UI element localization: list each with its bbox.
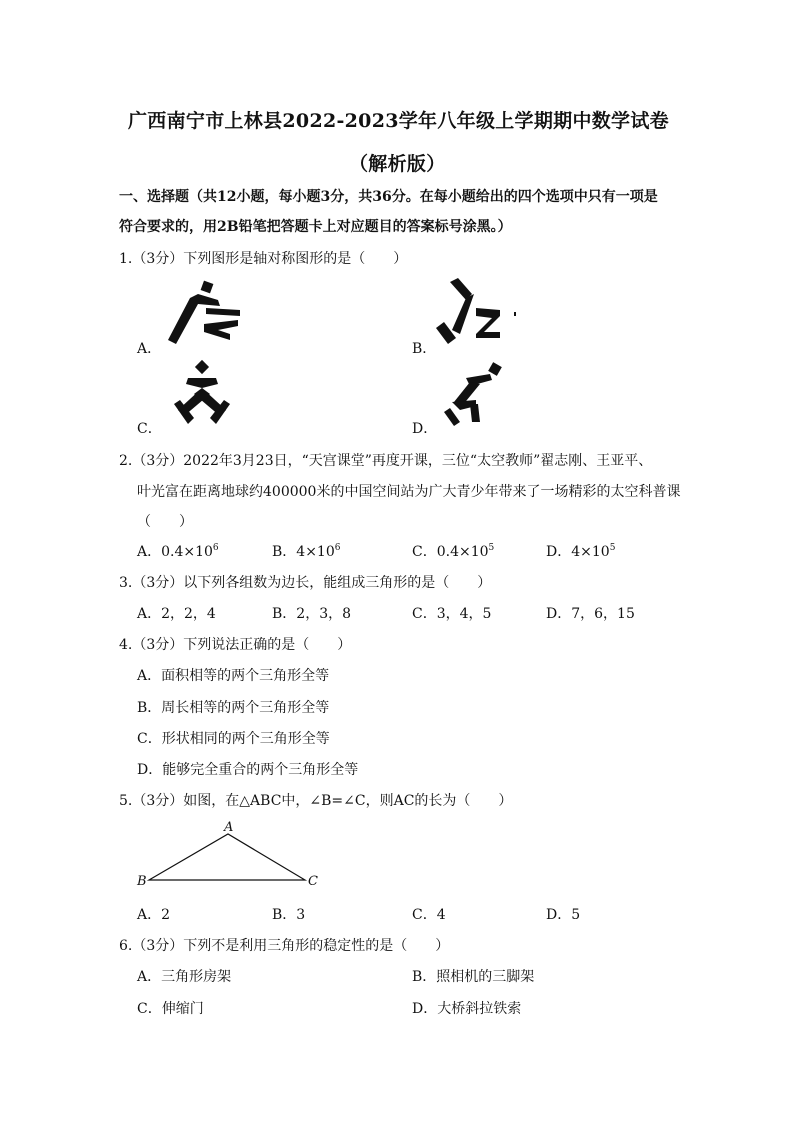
q3-stem: 3.（3分）以下列各组数为边长，能组成三角形的是（ ） (119, 575, 492, 591)
q6-option-b: B．照相机的三脚架 (412, 969, 535, 985)
q1-option-d-label: D． (412, 421, 438, 437)
q5-option-a: A．2 (137, 907, 171, 923)
q2-stem-line1: 2.（3分）2022年3月23日，“天宫课堂”再度开课，三位“太空教师”翟志刚、王亚平、 (119, 453, 653, 469)
q4-option-a: A．面积相等的两个三角形全等 (137, 668, 330, 684)
q3-option-d: D．7，6，15 (546, 606, 635, 622)
q5-option-b: B．3 (272, 907, 306, 923)
q1-figure-a (168, 280, 248, 344)
q2-option-b: B．$4\times 10^6$ (272, 543, 341, 560)
section-heading-line2: 符合要求的，用2B铅笔把答题卡上对应题目的答案标号涂黑。） (119, 219, 512, 235)
q4-option-c: C．形状相同的两个三角形全等 (137, 731, 330, 747)
q1-option-a-label: A． (137, 341, 162, 357)
q6-option-d: D．大桥斜拉铁索 (412, 1001, 522, 1017)
q3-option-c: C．3，4，5 (412, 606, 492, 622)
page-subtitle: （解析版） (349, 153, 446, 175)
q4-stem: 4.（3分）下列说法正确的是（ ） (119, 637, 352, 653)
q6-option-a: A．三角形房架 (137, 969, 232, 985)
q1-figure-b (436, 278, 520, 346)
q2-stem-line3: （ ） (137, 514, 193, 530)
q4-option-d: D．能够完全重合的两个三角形全等 (137, 762, 359, 778)
q5-option-c: C．4 (412, 907, 446, 923)
q3-option-a: A．2，2，4 (137, 606, 216, 622)
q5-option-d: D．5 (546, 907, 581, 923)
q6-stem: 6.（3分）下列不是利用三角形的稳定性的是（ ） (119, 938, 450, 954)
q1-option-b-label: B． (412, 341, 437, 357)
q2-option-a: A．$0.4\times 10^6$ (137, 543, 219, 560)
q5-vertex-b-label: B (137, 874, 147, 889)
q2-option-d: D．$4\times 10^5$ (546, 543, 616, 560)
q5-stem: 5.（3分）如图，在△ABC中，∠B=∠C，则AC的长为（ ） (119, 793, 513, 809)
q1-figure-c (174, 360, 234, 428)
q3-option-b: B．2，3，8 (272, 606, 352, 622)
q5-vertex-c-label: C (308, 874, 318, 889)
q2-stem-line2: 叶光富在距离地球约400000米的中国空间站为广大青少年带来了一场精彩的太空科普课 (137, 484, 681, 500)
q1-stem: 1.（3分）下列图形是轴对称图形的是（ ） (119, 251, 408, 267)
q1-option-c-label: C． (137, 421, 162, 437)
q5-vertex-a-label: A (224, 820, 234, 835)
section-heading-line1: 一、选择题（共12小题，每小题3分，共36分。在每小题给出的四个选项中只有一项是 (119, 189, 658, 205)
q4-option-b: B．周长相等的两个三角形全等 (137, 700, 330, 716)
q6-option-c: C．伸缩门 (137, 1001, 204, 1017)
q1-figure-d (440, 360, 506, 428)
q2-option-c: C．$0.4\times 10^5$ (412, 543, 495, 560)
page-title: 广西南宁市上林县2022-2023学年八年级上学期期中数学试卷 (128, 110, 669, 132)
